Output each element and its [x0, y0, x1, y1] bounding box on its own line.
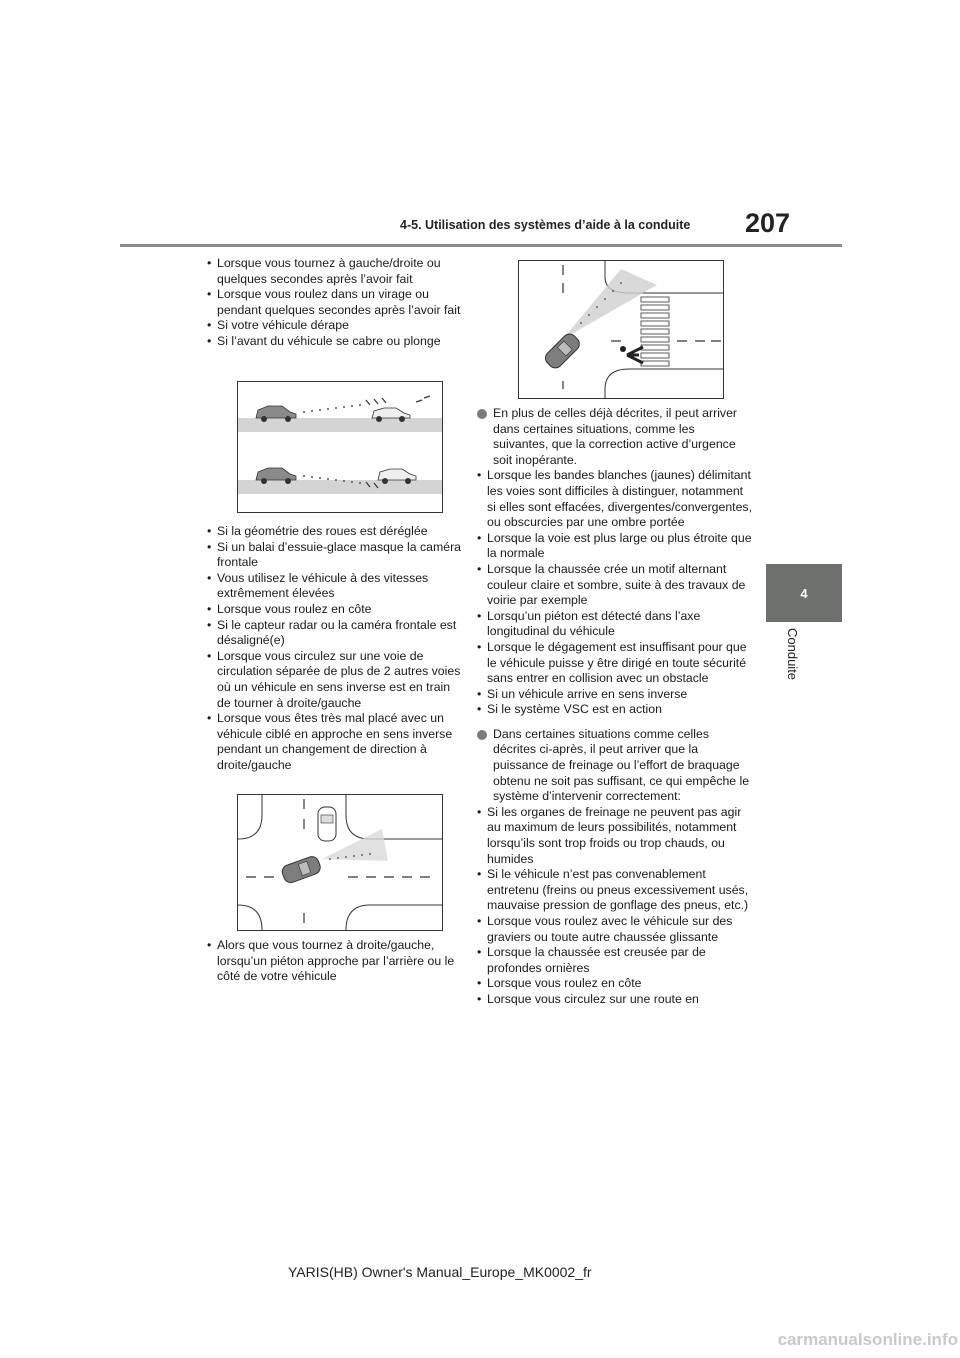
- manual-title-footer: YARIS(HB) Owner's Manual_Europe_MK0002_fr: [288, 1264, 592, 1280]
- right-content: [475, 406, 753, 1008]
- list-item: • Si les organes de freinage ne peuvent pas agir au maximum de leurs possibilités, notamment lorsqu’ils sont trop froids ou trop chauds, ou humides: [475, 805, 753, 867]
- note-text: Dans certaines situations comme celles décrites ci-après, il peut arriver que la puissance de freinage ou l’effort de braquage obtenu ne soit pas suffisant, ce qui empêche le système d’intervenir correctement:: [493, 726, 750, 804]
- own-car-icon: [543, 331, 583, 371]
- list-item: • Lorsque la chaussée est creusée par de profondes ornières: [475, 945, 753, 976]
- header-divider: [120, 244, 842, 247]
- list-item: • Lorsque vous roulez avec le véhicule sur des graviers ou toute autre chaussée glissante: [475, 914, 753, 945]
- list-item: • Si un balai d’essuie-glace masque la caméra frontale: [205, 540, 467, 571]
- note-text: En plus de celles déjà décrites, il peut arriver dans certaines situations, comme les suivantes, que la correction active d’urgence soit inopérante.: [493, 406, 738, 467]
- bullet-circle-icon: [477, 730, 487, 740]
- left-list-2: [205, 524, 467, 774]
- list-item: • Lorsque vous circulez sur une route en: [475, 992, 753, 1008]
- figure-vehicle-pitch: [237, 381, 443, 513]
- figure-pedestrian-crossing: [518, 260, 724, 399]
- list-item: • Si le système VSC est en action: [475, 702, 753, 718]
- bullet-circle-icon: [477, 409, 487, 419]
- watermark: carmanualsonline.info: [777, 1330, 958, 1349]
- list-item: • Lorsque la voie est plus large ou plus étroite que la normale: [475, 531, 753, 562]
- own-car-icon: [280, 855, 322, 885]
- list-item: • Si un véhicule arrive en sens inverse: [475, 687, 753, 703]
- list-item: • Lorsqu’un piéton est détecté dans l’axe longitudinal du véhicule: [475, 609, 753, 640]
- oncoming-car-icon: [318, 807, 336, 841]
- note-paragraph: [475, 727, 753, 805]
- list-item: • Lorsque vous tournez à gauche/droite ou quelques secondes après l’avoir fait: [205, 256, 467, 287]
- list-item: • Lorsque vous circulez sur une voie de circulation séparée de plus de 2 autres voies où un véhicule en sens inverse est en train de tourner à droite/gauche: [205, 649, 467, 711]
- page-number: 207: [744, 208, 790, 238]
- figure-intersection-oncoming: [237, 794, 443, 931]
- pedestrian-icon: [620, 346, 643, 363]
- list-item: • Lorsque vous roulez en côte: [205, 602, 467, 618]
- list-item: • Lorsque le dégagement est insuffisant pour que le véhicule puisse y être dirigé en toute sécurité sans entrer en collision avec un obstacle: [475, 640, 753, 687]
- crosswalk: [641, 297, 669, 366]
- chapter-tab[interactable]: [766, 564, 842, 622]
- list-item: • Vous utilisez le véhicule à des vitesses extrêmement élevées: [205, 571, 467, 602]
- chapter-name: Conduite: [785, 628, 800, 681]
- list-item: • Si l’avant du véhicule se cabre ou plonge: [205, 334, 467, 350]
- list-item: • Lorsque vous roulez en côte: [475, 976, 753, 992]
- left-list-3: [205, 938, 467, 985]
- list-item: • Lorsque vous roulez dans un virage ou pendant quelques secondes après l’avoir fait: [205, 287, 467, 318]
- note-paragraph: [475, 406, 753, 468]
- list-item: • Si le véhicule n’est pas convenablement entretenu (freins ou pneus excessivement usés, mauvaise pression de gonflage des pneus, etc.): [475, 867, 753, 914]
- left-list-1: [205, 256, 467, 350]
- chapter-number: 4: [800, 585, 808, 601]
- list-item: • Si la géométrie des roues est déréglée: [205, 524, 467, 540]
- list-item: • Lorsque vous êtes très mal placé avec un véhicule ciblé en approche en sens inverse pendant un changement de direction à droite/gauche: [205, 711, 467, 773]
- list-item: • Lorsque la chaussée crée un motif alternant couleur claire et sombre, suite à des travaux de voirie par exemple: [475, 562, 753, 609]
- list-item: • Lorsque les bandes blanches (jaunes) délimitant les voies sont difficiles à distinguer, notamment si elles sont effacées, divergentes/convergentes, ou obscurcies par une ombre portée: [475, 468, 753, 530]
- list-item: • Alors que vous tournez à droite/gauche, lorsqu’un piéton approche par l’arrière ou le côté de votre véhicule: [205, 938, 467, 985]
- section-title: 4-5. Utilisation des systèmes d’aide à la conduite: [400, 218, 691, 232]
- list-item: • Si le capteur radar ou la caméra frontale est désaligné(e): [205, 618, 467, 649]
- list-item: • Si votre véhicule dérape: [205, 318, 467, 334]
